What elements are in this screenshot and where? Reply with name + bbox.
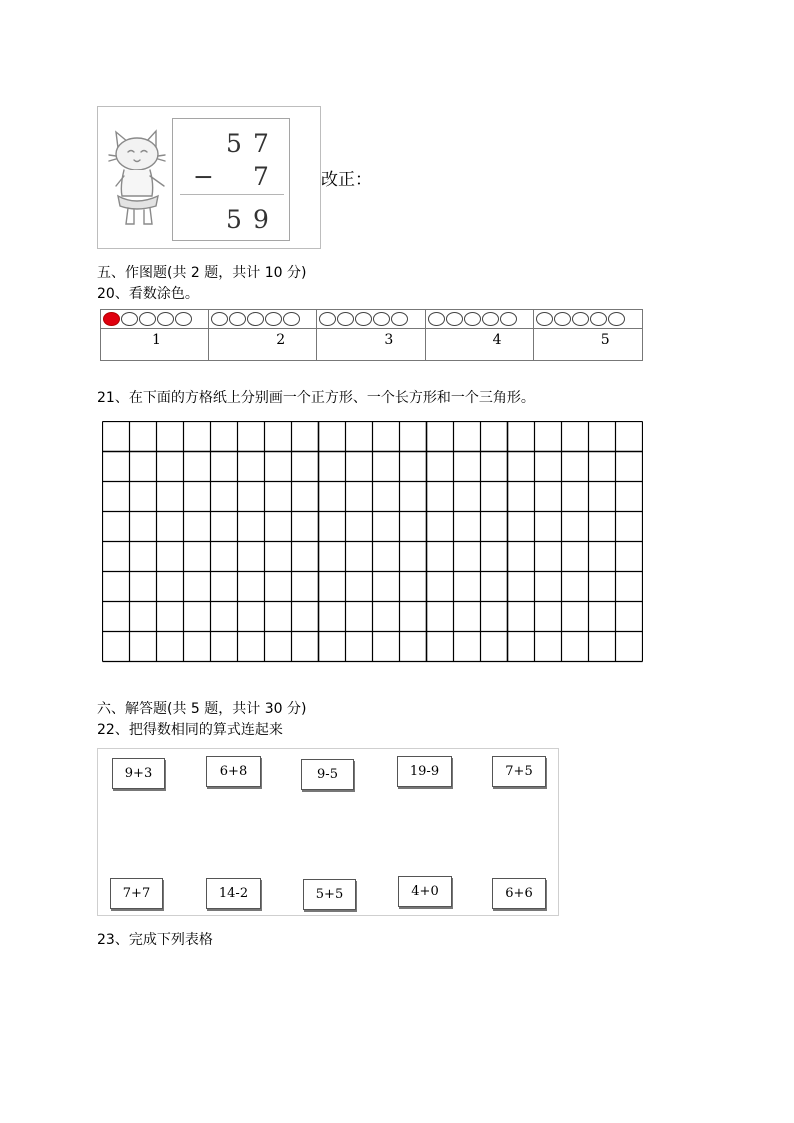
bead-coloring-table — [100, 309, 643, 361]
bead-empty[interactable] — [572, 312, 589, 326]
bead-column — [209, 310, 317, 360]
cartoon-cat-icon — [106, 126, 170, 230]
bead-column — [101, 310, 209, 360]
answer-tens: 5 — [226, 205, 242, 234]
bead-empty[interactable] — [464, 312, 481, 326]
bead-column-number: 3 — [384, 332, 394, 348]
bead-empty[interactable] — [554, 312, 571, 326]
subtrahend: 7 — [253, 162, 269, 191]
bead-column-number: 2 — [276, 332, 286, 348]
minuend-tens: 5 — [226, 129, 242, 158]
bead-empty[interactable] — [608, 312, 625, 326]
top-expression-box[interactable]: 6+8 — [206, 756, 261, 787]
bead-empty[interactable] — [265, 312, 282, 326]
bead-column — [534, 310, 642, 360]
correction-label: 改正： — [321, 170, 372, 190]
bead-empty[interactable] — [157, 312, 174, 326]
bead-empty[interactable] — [121, 312, 138, 326]
bead-empty[interactable] — [428, 312, 445, 326]
subtraction-rule-line — [180, 194, 284, 195]
bead-empty[interactable] — [211, 312, 228, 326]
section-heading-6: 六、解答题(共 5 题，共计 30 分) — [97, 701, 307, 717]
bead-empty[interactable] — [247, 312, 264, 326]
top-expression-box[interactable]: 9+3 — [112, 758, 165, 789]
section-heading-5: 五、作图题(共 2 题，共计 10 分) — [97, 265, 307, 281]
question-23-title: 23、完成下列表格 — [97, 932, 213, 948]
bead-empty[interactable] — [590, 312, 607, 326]
bead-empty[interactable] — [337, 312, 354, 326]
bead-empty[interactable] — [446, 312, 463, 326]
minus-sign: − — [193, 162, 214, 191]
bead-empty[interactable] — [536, 312, 553, 326]
bead-column-number: 4 — [492, 332, 502, 348]
bead-empty[interactable] — [355, 312, 372, 326]
bead-filled[interactable] — [103, 312, 120, 326]
minuend-ones: 7 — [253, 129, 269, 158]
bead-column — [426, 310, 534, 360]
answer-ones: 9 — [253, 205, 269, 234]
question-21-title: 21、在下面的方格纸上分别画一个正方形、一个长方形和一个三角形。 — [97, 390, 535, 406]
bottom-expression-box[interactable]: 7+7 — [110, 878, 163, 909]
bead-column-number: 1 — [152, 332, 161, 348]
bead-empty[interactable] — [319, 312, 336, 326]
bead-column-number: 5 — [600, 332, 610, 348]
bead-empty[interactable] — [482, 312, 499, 326]
top-expression-box[interactable]: 7+5 — [492, 756, 546, 787]
bead-empty[interactable] — [139, 312, 156, 326]
top-expression-box[interactable]: 9-5 — [301, 759, 354, 790]
question-22-title: 22、把得数相同的算式连起来 — [97, 722, 283, 738]
question-20-title: 20、看数涂色。 — [97, 286, 199, 302]
bead-empty[interactable] — [391, 312, 408, 326]
bead-empty[interactable] — [175, 312, 192, 326]
bead-column — [317, 310, 425, 360]
bead-empty[interactable] — [283, 312, 300, 326]
bottom-expression-box[interactable]: 14-2 — [206, 878, 261, 909]
bead-empty[interactable] — [373, 312, 390, 326]
bottom-expression-box[interactable]: 5+5 — [303, 879, 356, 910]
bottom-expression-box[interactable]: 4+0 — [398, 876, 452, 907]
drawing-grid-paper[interactable] — [102, 421, 643, 663]
bead-empty[interactable] — [229, 312, 246, 326]
bead-empty[interactable] — [500, 312, 517, 326]
top-expression-box[interactable]: 19-9 — [397, 756, 452, 787]
bottom-expression-box[interactable]: 6+6 — [492, 878, 546, 909]
